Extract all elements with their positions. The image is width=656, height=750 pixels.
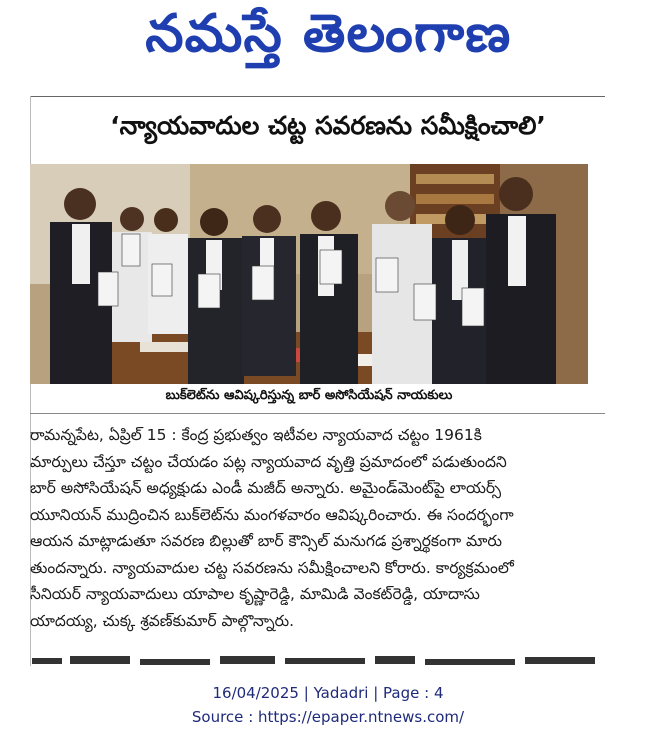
- footer-source-line: [0, 708, 656, 726]
- article-line: మార్పులు చేస్తూ చట్టం చేయడం పట్ల న్యాయవాద వృత్తి ప్రమాదంలో పడుతుందని: [30, 452, 507, 471]
- article-body: [30, 422, 610, 634]
- clipped-text-fragment: [30, 656, 610, 669]
- article-line: తుందన్నారు. న్యాయవాదుల చట్ట సవరణను సమీక్షించాలని కోరారు. కార్యక్రమంలో: [30, 558, 514, 577]
- footer-source-label: Source: [191, 708, 244, 726]
- article-line: యూనియన్ ముద్రించిన బుక్‌లెట్‌ను మంగళవారం ఆవిష్కరించారు. ఈ సందర్భంగా: [30, 505, 514, 524]
- article-headline: ‘న్యాయవాదుల చట్ట సవరణను సమీక్షించాలి’: [110, 111, 546, 140]
- footer-page-label: Page: [383, 684, 420, 702]
- article-line: బార్ అసోసియేషన్ అధ్యక్షుడు ఎండీ మజీద్ అన్నారు. అమైండ్‌మెంట్‌పై లాయర్స్: [30, 479, 502, 497]
- clipped-next-headline: [30, 655, 610, 669]
- source-link[interactable]: https://epaper.ntnews.com/: [258, 708, 465, 726]
- photo-illustration: [30, 164, 588, 384]
- footer-separator: |: [303, 684, 314, 702]
- footer-date: 16/04/2025: [212, 684, 299, 702]
- article-line: ఆయన మాట్లాడుతూ సవరణ బిల్లుతో బార్ కౌన్సిల్ మనుగడ ప్రశ్నార్థకంగా మారు: [30, 532, 502, 550]
- newspaper-logo: నమస్తే తెలంగాణ: [144, 3, 512, 64]
- article-line: సీనియర్ న్యాయవాదులు యాపాల కృష్ణారెడ్డి, మామిడి వెంకట్‌రెడ్డి, యాదాసు: [30, 585, 480, 603]
- footer-colon: :: [424, 684, 434, 702]
- news-photo: [30, 164, 588, 384]
- photo-caption: బుక్‌లెట్‌ను ఆవిష్కరిస్తున్న బార్ అసోసియేషన్ నాయకులు: [165, 388, 453, 403]
- footer-page-number: 4: [433, 684, 444, 702]
- footer-colon: :: [248, 708, 259, 726]
- footer-separator: |: [373, 684, 384, 702]
- footer-edition: Yadadri: [313, 684, 369, 702]
- caption-divider: [30, 413, 605, 414]
- masthead: [0, 0, 656, 80]
- masthead-divider: [30, 96, 605, 97]
- article-line: యాదయ్య, చుక్క శ్రవణ్‌కుమార్ పాల్గొన్నారు.: [30, 611, 295, 630]
- footer-dateline: [0, 684, 656, 702]
- article-line: రామన్నపేట, ఏప్రిల్ 15 : కేంద్ర ప్రభుత్వం ఇటీవల న్యాయవాద చట్టం 1961కి: [30, 426, 482, 444]
